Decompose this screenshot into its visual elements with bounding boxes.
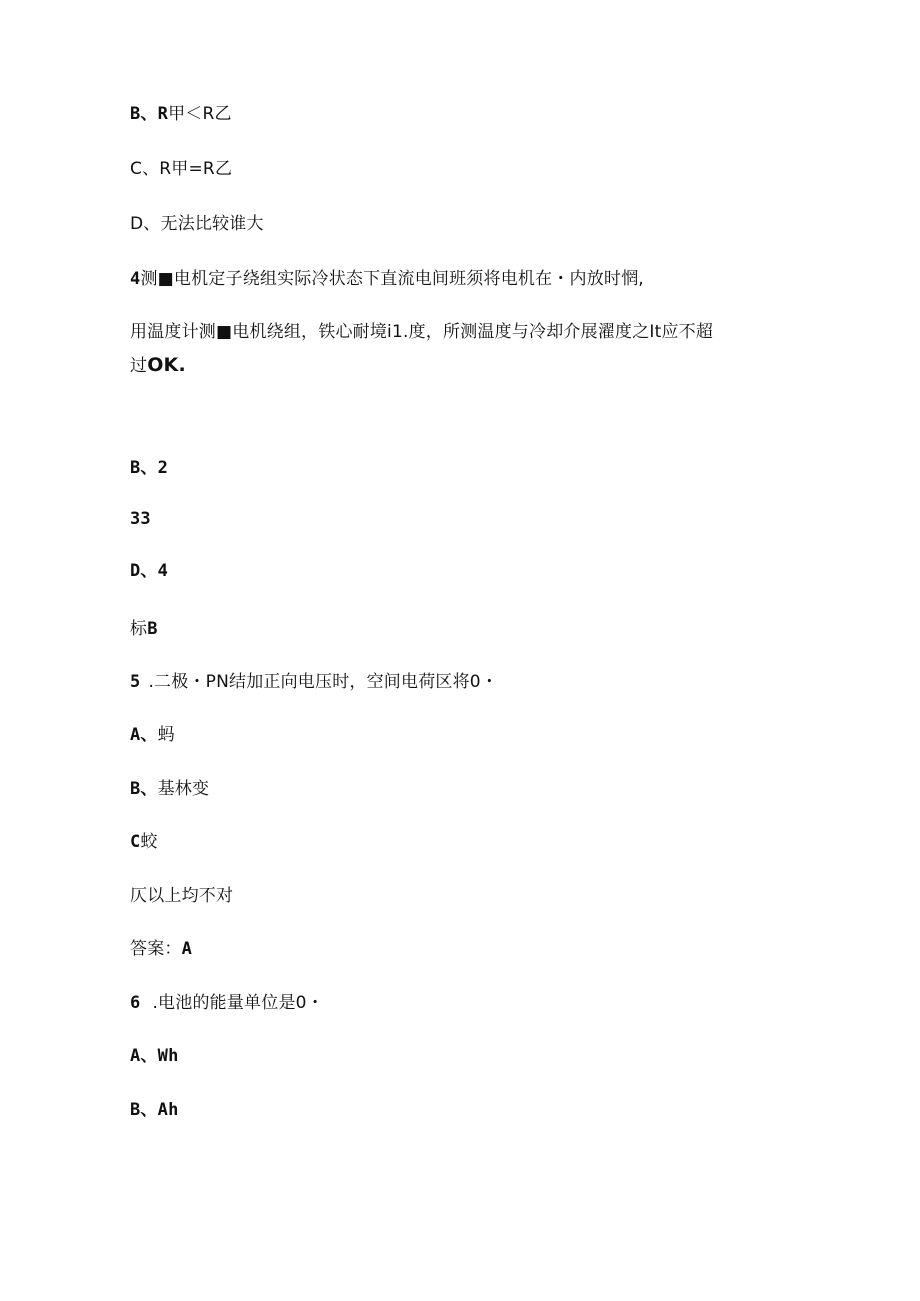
question-text: .电池的能量单位是0・ <box>152 993 324 1013</box>
option-text: 33 <box>130 509 151 529</box>
question-4-line-1 <box>130 268 644 290</box>
option-text: R甲=R乙 <box>159 159 233 179</box>
question-5 <box>130 671 498 693</box>
option-33 <box>130 508 151 530</box>
option-a-6 <box>130 1045 179 1067</box>
answer-line-b <box>130 618 158 640</box>
option-c-r-equal <box>130 158 232 180</box>
answer-5 <box>130 938 192 960</box>
question-number: 5 <box>130 672 141 692</box>
answer-prefix: 标 <box>130 619 148 639</box>
question-number: 6 <box>130 993 141 1013</box>
question-text: OK. <box>147 354 186 376</box>
question-prefix: 过 <box>130 356 148 376</box>
option-text: Ah <box>157 1100 179 1120</box>
option-a-5 <box>130 724 175 746</box>
option-prefix: B、 <box>130 1100 158 1120</box>
option-prefix: B、 <box>130 779 158 799</box>
option-prefix: D、 <box>130 214 161 234</box>
question-text: 测■电机定子绕组实际冷状态下直流电间班须将电机在・内放时惘, <box>140 269 644 289</box>
question-6 <box>130 992 324 1014</box>
option-c-5 <box>130 831 158 853</box>
option-text: 仄以上均不对 <box>130 886 234 906</box>
option-prefix: C、 <box>130 159 160 179</box>
option-prefix: B、R <box>130 104 169 124</box>
option-d-4 <box>130 560 168 582</box>
option-text: 2 <box>157 458 169 478</box>
option-prefix: B、 <box>130 458 158 478</box>
option-b-5 <box>130 778 209 800</box>
option-b-6 <box>130 1099 179 1121</box>
answer-text: B <box>147 619 158 639</box>
option-b-r-compare <box>130 103 232 125</box>
answer-text: A <box>181 939 193 959</box>
question-4-line-2 <box>130 321 713 343</box>
option-prefix: A、 <box>130 725 158 745</box>
option-d-cannot-compare <box>130 213 264 235</box>
option-text: 4 <box>157 561 169 581</box>
option-text: 基林变 <box>157 779 210 799</box>
option-prefix: C <box>130 832 141 852</box>
option-prefix: D、 <box>130 561 158 581</box>
option-d-5 <box>130 885 233 907</box>
question-text: 用温度计测■电机绕组，铁心耐境i1.度，所测温度与冷却介展濯度之It应不超 <box>130 322 714 342</box>
question-text: .二极・PN结加正向电压时，空间电荷区将0・ <box>148 672 499 692</box>
option-text: 蚂 <box>157 725 175 745</box>
option-b-2 <box>130 457 168 479</box>
option-text: Wh <box>157 1046 179 1066</box>
option-text: 蛟 <box>140 832 158 852</box>
option-text: 甲＜R乙 <box>168 104 232 124</box>
question-number: 4 <box>130 269 141 289</box>
option-text: 无法比较谁大 <box>160 214 264 234</box>
question-4-line-3 <box>130 354 186 377</box>
answer-prefix: 答案： <box>130 939 182 959</box>
option-prefix: A、 <box>130 1046 158 1066</box>
